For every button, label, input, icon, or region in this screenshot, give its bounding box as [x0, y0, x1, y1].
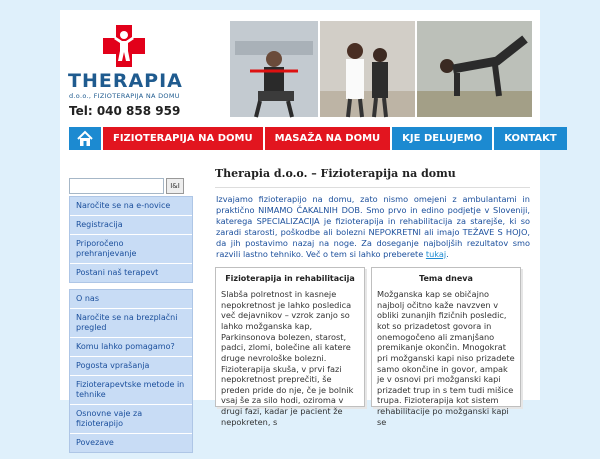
box-title[interactable]: Tema dneva — [419, 273, 473, 283]
intro-paragraph: Izvajamo fizioterapijo na domu, zato nismo omejeni z ambulantami in praktično NIMAMO ČAKALNIH DOB. Smo prvo in edino podjetje v Sloveniji, katerega SPECIALIZACIJA je fizioterapija in rehabilitacija za starejše, ki so zaradi starosti, poškodbe ali bolezni NEPOKRETNI ali imajo TEŽAVE S HOJO, da jih postavimo nazaj na noge. Za doseganje najboljših rezultatov smo razvili lastno tehniko. Več o tem si lahko preberete tukaj. — [216, 194, 530, 259]
sidebar-item-links[interactable]: Povezave — [76, 438, 114, 447]
page-title: Therapia d.o.o. – Fizioterapija na domu — [215, 167, 530, 188]
intro-text: Izvajamo fizioterapijo na domu, zato nismo omejeni z ambulantami in praktično NIMAMO ČAKALNIH DOB. Smo prvo in edino podjetje v Sloveniji, katerega SPECIALIZACIJA je fizioterapija in rehabilitacija za starejše, ki so zaradi starosti, poškodbe ali bolezni NEPOKRETNI ali imajo TEŽAVE S HOJO, da jih postavimo nazaj na noge. Za doseganje najboljših rezultatov smo razvili lastno tehniko. Več o tem si lahko preberete — [216, 194, 530, 259]
box-topic-of-day — [371, 267, 521, 427]
sidebar-item-exercises[interactable]: Osnovne vaje za fizioterapijo — [70, 405, 192, 434]
box-text: Slabša polretnost in kasneje nepokretnost je lahko posledica več dejavnikov – vzrok zanjo so lahko možganska kap, Parkinsonova bolezen, starost, padci, zlomi, bolečine ali katere druge nevrološke bolezni. Fizioterapija skuša, v prvi fazi nepokretnost preprečiti, še preden pride do nje, če je bolnik vsaj še za silo hodi, oziroma v drugi fazi, kadar je pacient že nepokreten, s — [221, 288, 354, 427]
intro-link[interactable]: tukaj — [425, 248, 447, 259]
brand-name[interactable]: THERAPIA — [68, 70, 183, 92]
sidebar-group-info — [69, 289, 193, 453]
nav-fizioterapija[interactable]: FIZIOTERAPIJA NA DOMU — [103, 127, 263, 150]
photo-assisted-walking — [320, 21, 415, 117]
main-content — [215, 167, 530, 427]
feature-boxes — [215, 267, 530, 427]
sidebar-item-methods[interactable]: Fizioterapevtske metode in tehnike — [70, 376, 192, 405]
sidebar-item-nutrition[interactable]: Priporočeno prehranjevanje — [70, 235, 192, 264]
sidebar-item-registration[interactable]: Registracija — [70, 216, 192, 235]
photo-floor-exercise — [417, 21, 532, 117]
sidebar-item-free-checkup[interactable]: Naročite se na brezplačni pregled — [70, 309, 192, 338]
box-rehabilitation — [215, 267, 365, 427]
photo-resistance-band — [230, 21, 318, 117]
header-photos — [230, 21, 530, 117]
sidebar-item-about[interactable]: O nas — [70, 290, 192, 309]
sidebar-item-newsletter[interactable]: Naročite se na e-novice — [70, 197, 192, 216]
logo-icon[interactable] — [103, 25, 145, 67]
home-button[interactable] — [69, 127, 101, 150]
sidebar-group-account — [69, 196, 193, 283]
nav-masaza[interactable]: MASAŽA NA DOMU — [265, 127, 391, 150]
sidebar — [69, 178, 193, 459]
nav-kje-delujemo[interactable]: KJE DELUJEMO — [392, 127, 492, 150]
box-title[interactable]: Fizioterapija in rehabilitacija — [225, 273, 355, 283]
sidebar-item-who-we-help[interactable]: Komu lahko pomagamo? — [70, 338, 192, 357]
home-icon — [69, 127, 101, 150]
brand-tagline: d.o.o., FIZIOTERAPIJA NA DOMU — [69, 92, 180, 100]
box-text: Možganska kap se običajno najbolj očitno kaže navzven v obliki zunanjih fizičnih posledic, kot so prizadetost govora in onemogočeno ali zmanjšano premikanje okončin. Mnogokrat pri možganski kapi niso prizadete samo okončine in govor, ampak je v osnovi pri možganski kapi prizadet trup in s tem tudi mišice trupa. Fizioterapija kot sistem rehabilitacije po možganski kapi se — [377, 288, 515, 427]
search-button[interactable]: I&I — [166, 178, 184, 194]
page — [60, 10, 557, 447]
phone-number: Tel: 040 858 959 — [69, 104, 181, 118]
sidebar-item-faq[interactable]: Pogosta vprašanja — [70, 357, 192, 376]
main-nav — [69, 127, 567, 150]
search-row — [69, 178, 193, 194]
sidebar-item-become-therapist[interactable]: Postani naš terapevt — [76, 268, 159, 277]
nav-kontakt[interactable]: KONTAKT — [494, 127, 567, 150]
search-input[interactable] — [69, 178, 164, 194]
